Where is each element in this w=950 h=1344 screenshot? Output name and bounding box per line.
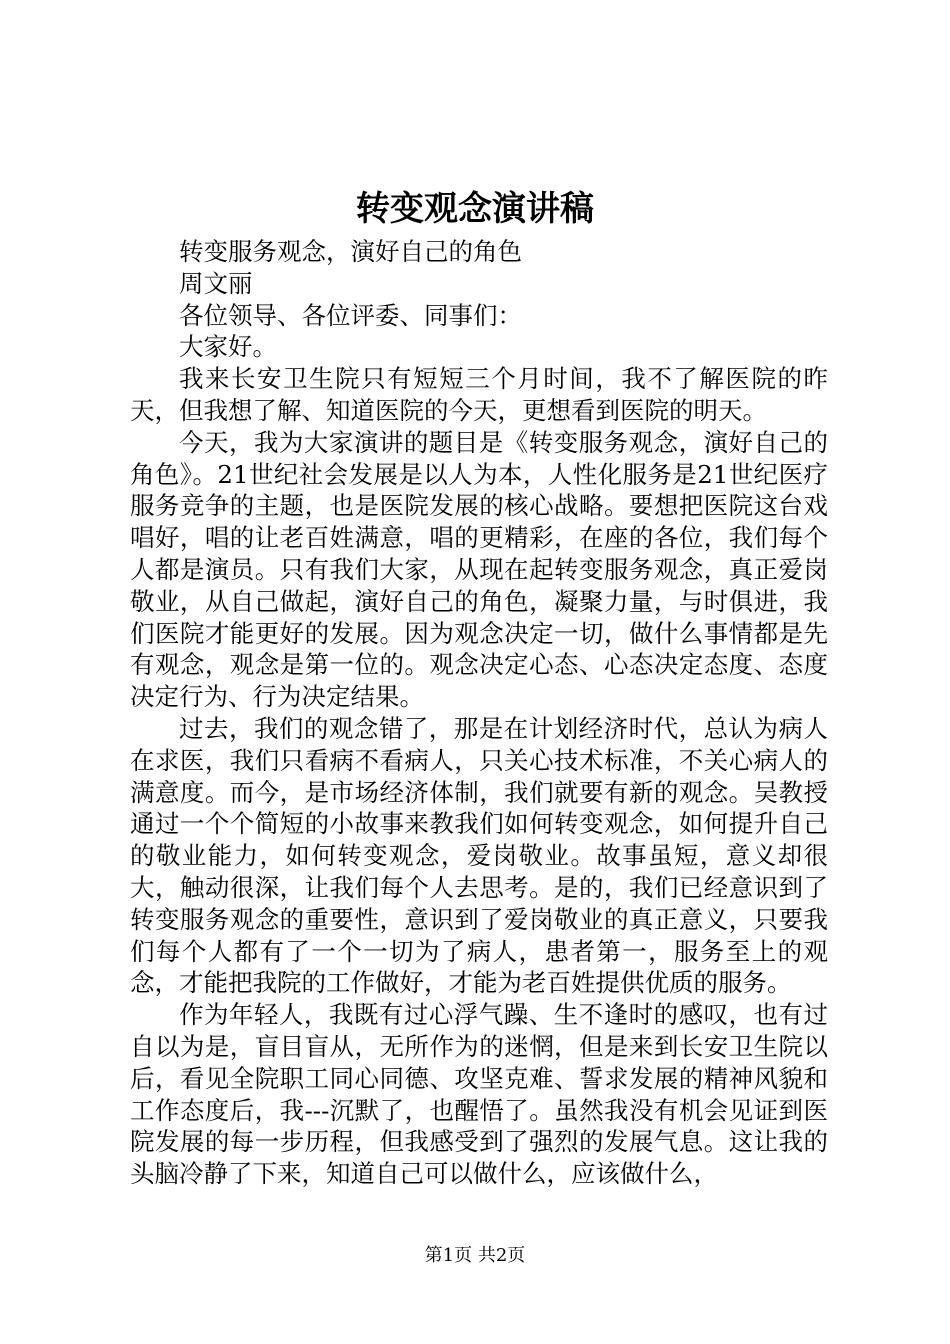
document-body (130, 236, 828, 1190)
author-name: 周文丽 (179, 268, 253, 298)
paragraph: 我来长安卫生院只有短短三个月时间，我不了解医院的昨天，但我想了解、知道医院的今天，更想看到医院的明天。 (130, 364, 828, 425)
salutation: 各位领导、各位评委、同事们： (179, 300, 522, 330)
paragraph: 过去，我们的观念错了，那是在计划经济时代，总认为病人在求医，我们只看病不看病人，只关心技术标准，不关心病人的满意度。而今，是市场经济体制，我们就要有新的观念。吴教授通过一个个简短的小故事来教我们如何转变观念，如何提升自己的敬业能力，如何转变观念，爱岗敬业。故事虽短，意义却很大，触动很深，让我们每个人去思考。是的，我们已经意识到了转变服务观念的重要性，意识到了爱岗敬业的真正意义，只要我们每个人都有了一个一切为了病人，患者第一，服务至上的观念，才能把我院的工作做好，才能为老百姓提供优质的服务。 (130, 713, 828, 998)
paragraph: 今天，我为大家演讲的题目是《转变服务观念，演好自己的角色》。21世纪社会发展是以人为本，人性化服务是21世纪医疗服务竞争的主题，也是医院发展的核心战略。要想把医院这台戏唱好，唱的让老百姓满意，唱的更精彩，在座的各位，我们每个人都是演员。只有我们大家，从现在起转变服务观念，真正爱岗敬业，从自己做起，演好自己的角色，凝聚力量，与时俱进，我们医院才能更好的发展。因为观念决定一切，做什么事情都是先有观念，观念是第一位的。观念决定心态、心态决定态度、态度决定行为、行为决定结果。 (130, 427, 828, 712)
speech-subtitle: 转变服务观念，演好自己的角色 (179, 237, 522, 266)
document-title: 转变观念演讲稿 (356, 189, 594, 229)
page-footer: 第1页 共2页 (424, 1245, 526, 1266)
greeting: 大家好。 (179, 332, 277, 362)
paragraph: 作为年轻人，我既有过心浮气躁、生不逢时的感叹，也有过自以为是，盲目盲从，无所作为的迷惘，但是来到长安卫生院以后，看见全院职工同心同德、攻坚克难、誓求发展的精神风貌和工作态度后，我---沉默了，也醒悟了。虽然我没有机会见证到医院发展的每一步历程，但我感受到了强烈的发展气息。这让我的头脑冷静了下来，知道自己可以做什么，应该做什么， (130, 1000, 828, 1189)
